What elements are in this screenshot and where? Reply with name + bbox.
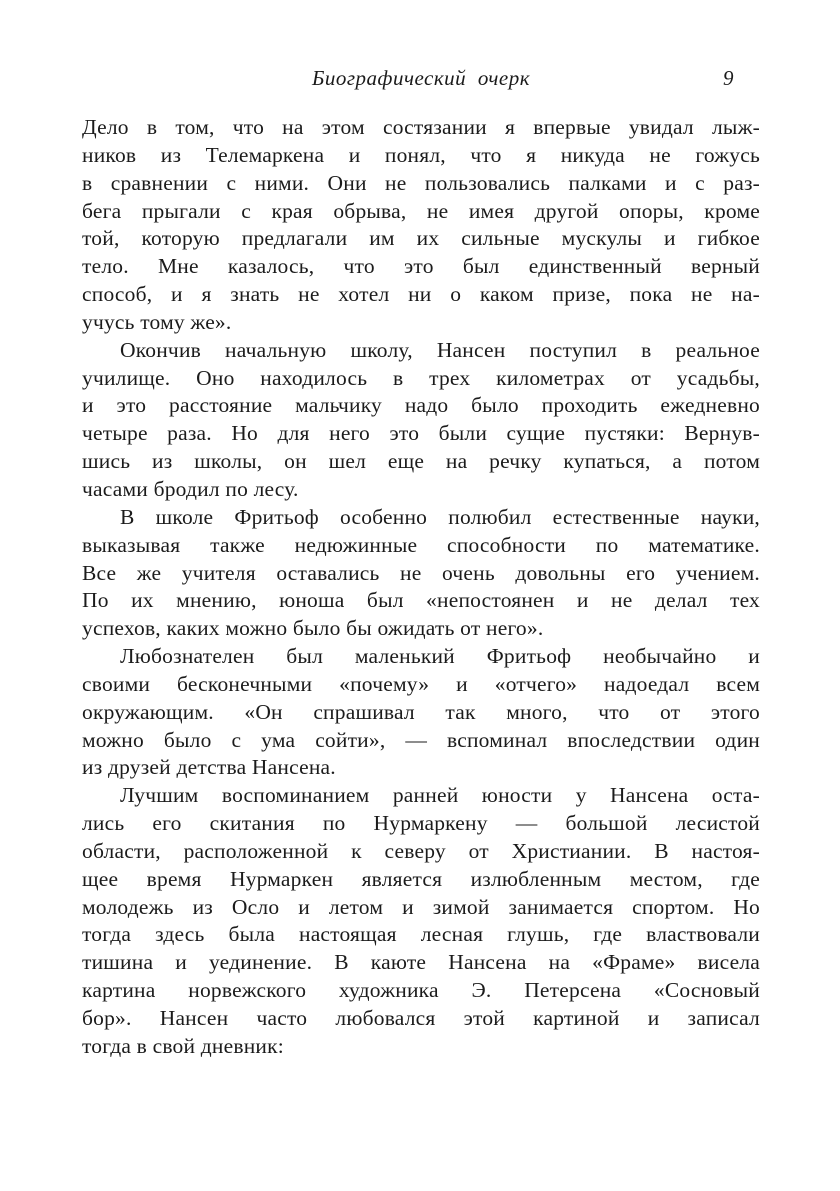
text-line: той, которую предлагали им их сильные мускулы и гибкое [82,226,760,251]
text-line: шись из школы, он шел еще на речку купаться, а потом [82,449,760,474]
text-line: Окончив начальную школу, Нансен поступил в реальное [120,337,760,362]
text-line: четыре раза. Но для него это были сущие пустяки: Вернув- [82,421,760,446]
text-line: способ, и я знать не хотел ни о каком призе, пока не на- [82,282,760,307]
text-line: выказывая также недюжинные способности по математике. [82,532,760,557]
text-line: Дело в том, что на этом состязании я впервые увидал лыж- [82,115,760,139]
text-line: ников из Телемаркена и понял, что я никуда не гожусь [82,142,760,167]
text-line: учусь тому же». [82,309,232,334]
text-line: часами бродил по лесу. [82,476,299,501]
text-line: окружающим. «Он спрашивал так много, что от этого [82,699,760,724]
text-line: тишина и уединение. В каюте Нансена на «Фраме» висела [82,950,760,975]
running-head [82,66,760,96]
text-line: По их мнению, юноша был «непостоянен и не делал тех [82,588,760,613]
paragraph [82,504,760,643]
paragraph [82,643,760,782]
text-line: щее время Нурмаркен является излюбленным местом, где [82,866,760,891]
text-line: и это расстояние мальчику надо было проходить ежедневно [82,393,760,418]
text-line: Лучшим воспоминанием ранней юности у Нансена оста- [120,783,760,808]
text-line: Все же учителя оставались не очень довольны его учением. [82,560,760,585]
paragraph [82,114,760,337]
text-line: бор». Нансен часто любовался этой картиной и записал [82,1006,760,1030]
text-line: тело. Мне казалось, что это был единственный верный [82,254,760,279]
text-line: картина норвежского художника Э. Петерсена «Сосновый [82,978,760,1003]
running-head-title: Биографический очерк [311,66,531,90]
paragraph [82,782,760,1060]
text-line: тогда здесь была настоящая лесная глушь, где властвовали [82,922,760,947]
paragraph [82,337,760,504]
page-content [82,66,760,1061]
text-line: лись его скитания по Нурмаркену — большой лесистой [82,811,760,836]
text-line: области, расположенной к северу от Христиании. В настоя- [82,838,760,863]
text-line: В школе Фритьоф особенно полюбил естественные науки, [120,504,760,529]
text-line: молодежь из Осло и летом и зимой занимается спортом. Но [82,894,760,919]
text-line: своими бесконечными «почему» и «отчего» надоедал всем [82,671,760,696]
text-body [82,114,760,1061]
text-line: можно было с ума сойти», — вспоминал впоследствии один [82,727,760,752]
text-line: тогда в свой дневник: [82,1033,284,1058]
text-line: успехов, каких можно было бы ожидать от него». [82,616,544,641]
text-line: бега прыгали с края обрыва, не имея другой опоры, кроме [82,198,760,223]
text-line: из друзей детства Нансена. [82,755,336,780]
text-line: в сравнении с ними. Они не пользовались палками и с раз- [82,170,760,195]
page-number: 9 [723,66,734,90]
text-line: училище. Оно находилось в трех километрах от усадьбы, [82,365,760,390]
text-line: Любознателен был маленький Фритьоф необычайно и [120,644,760,669]
